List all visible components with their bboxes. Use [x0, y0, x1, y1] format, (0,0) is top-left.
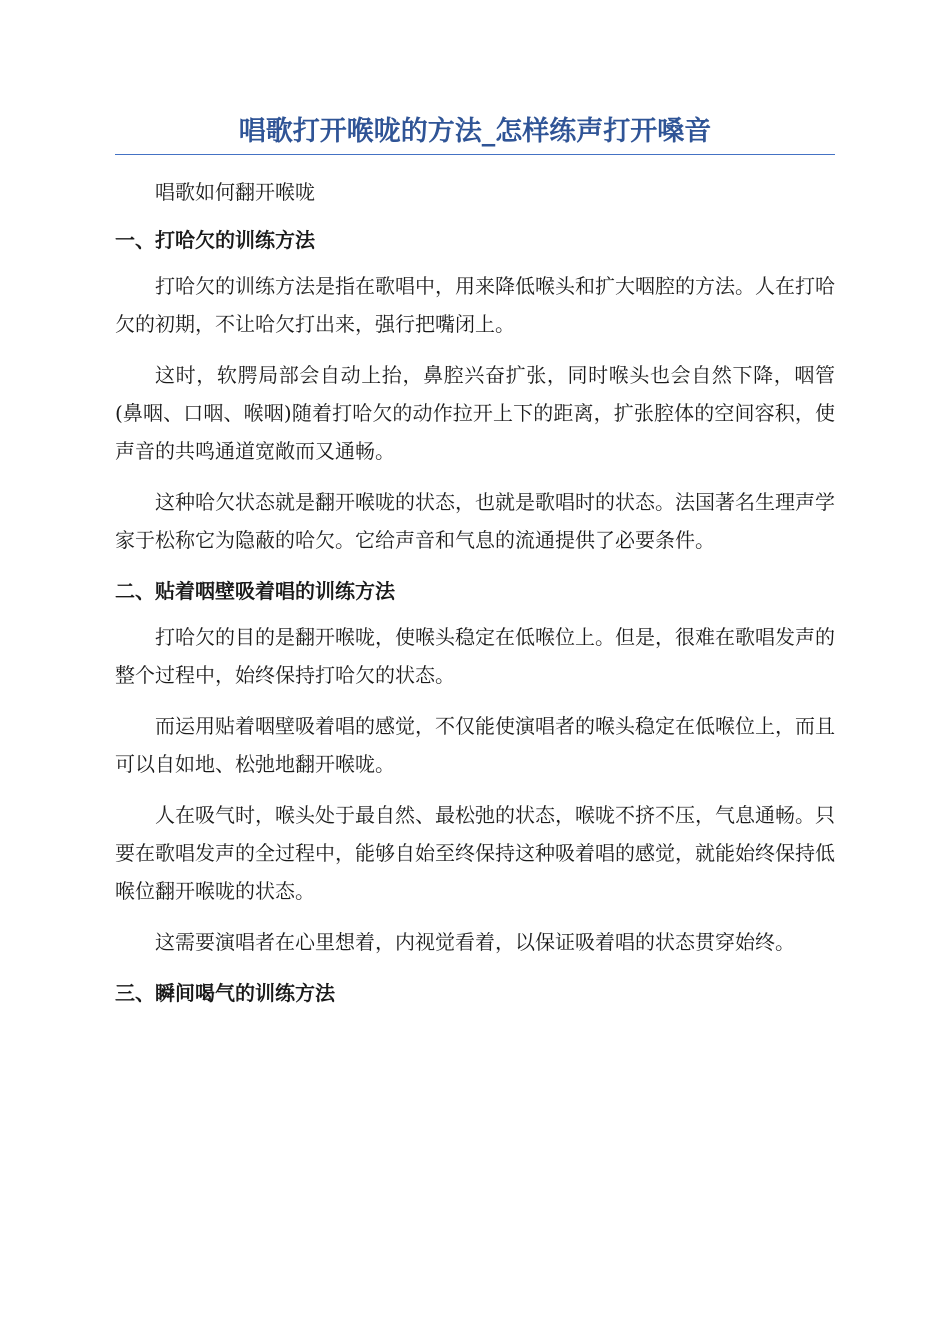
title-underline [115, 154, 835, 155]
document-title: 唱歌打开喉咙的方法_怎样练声打开嗓音 [238, 116, 712, 147]
section-1-paragraph-1: 打哈欠的训练方法是指在歌唱中，用来降低喉头和扩大咽腔的方法。人在打哈欠的初期，不让哈欠打出来，强行把嘴闭上。 [115, 274, 835, 336]
section-1-paragraph-3: 这种哈欠状态就是翻开喉咙的状态，也就是歌唱时的状态。法国著名生理声学家于松称它为隐蔽的哈欠。它给声音和气息的流通提供了必要条件。 [115, 490, 835, 552]
section-heading-3: 三、瞬间喝气的训练方法 [115, 981, 335, 1005]
section-2-paragraph-1: 打哈欠的目的是翻开喉咙，使喉头稳定在低喉位上。但是，很难在歌唱发声的整个过程中，始终保持打哈欠的状态。 [115, 625, 835, 687]
section-2-paragraph-2: 而运用贴着咽壁吸着唱的感觉，不仅能使演唱者的喉头稳定在低喉位上，而且可以自如地、松弛地翻开喉咙。 [115, 714, 835, 776]
section-heading-2: 二、贴着咽壁吸着唱的训练方法 [115, 579, 395, 603]
section-1-paragraph-2: 这时，软腭局部会自动上抬，鼻腔兴奋扩张，同时喉头也会自然下降，咽管(鼻咽、口咽、喉咽)随着打哈欠的动作拉开上下的距离，扩张腔体的空间容积，使声音的共鸣通道宽敞而又通畅。 [115, 363, 835, 463]
document-page [115, 112, 835, 1020]
section-heading-1: 一、打哈欠的训练方法 [115, 228, 315, 252]
section-2-paragraph-3: 人在吸气时，喉头处于最自然、最松弛的状态，喉咙不挤不压，气息通畅。只要在歌唱发声的全过程中，能够自始至终保持这种吸着唱的感觉，就能始终保持低喉位翻开喉咙的状态。 [115, 803, 835, 903]
section-2-paragraph-4: 这需要演唱者在心里想着，内视觉看着，以保证吸着唱的状态贯穿始终。 [155, 930, 795, 954]
intro-line: 唱歌如何翻开喉咙 [155, 180, 315, 204]
